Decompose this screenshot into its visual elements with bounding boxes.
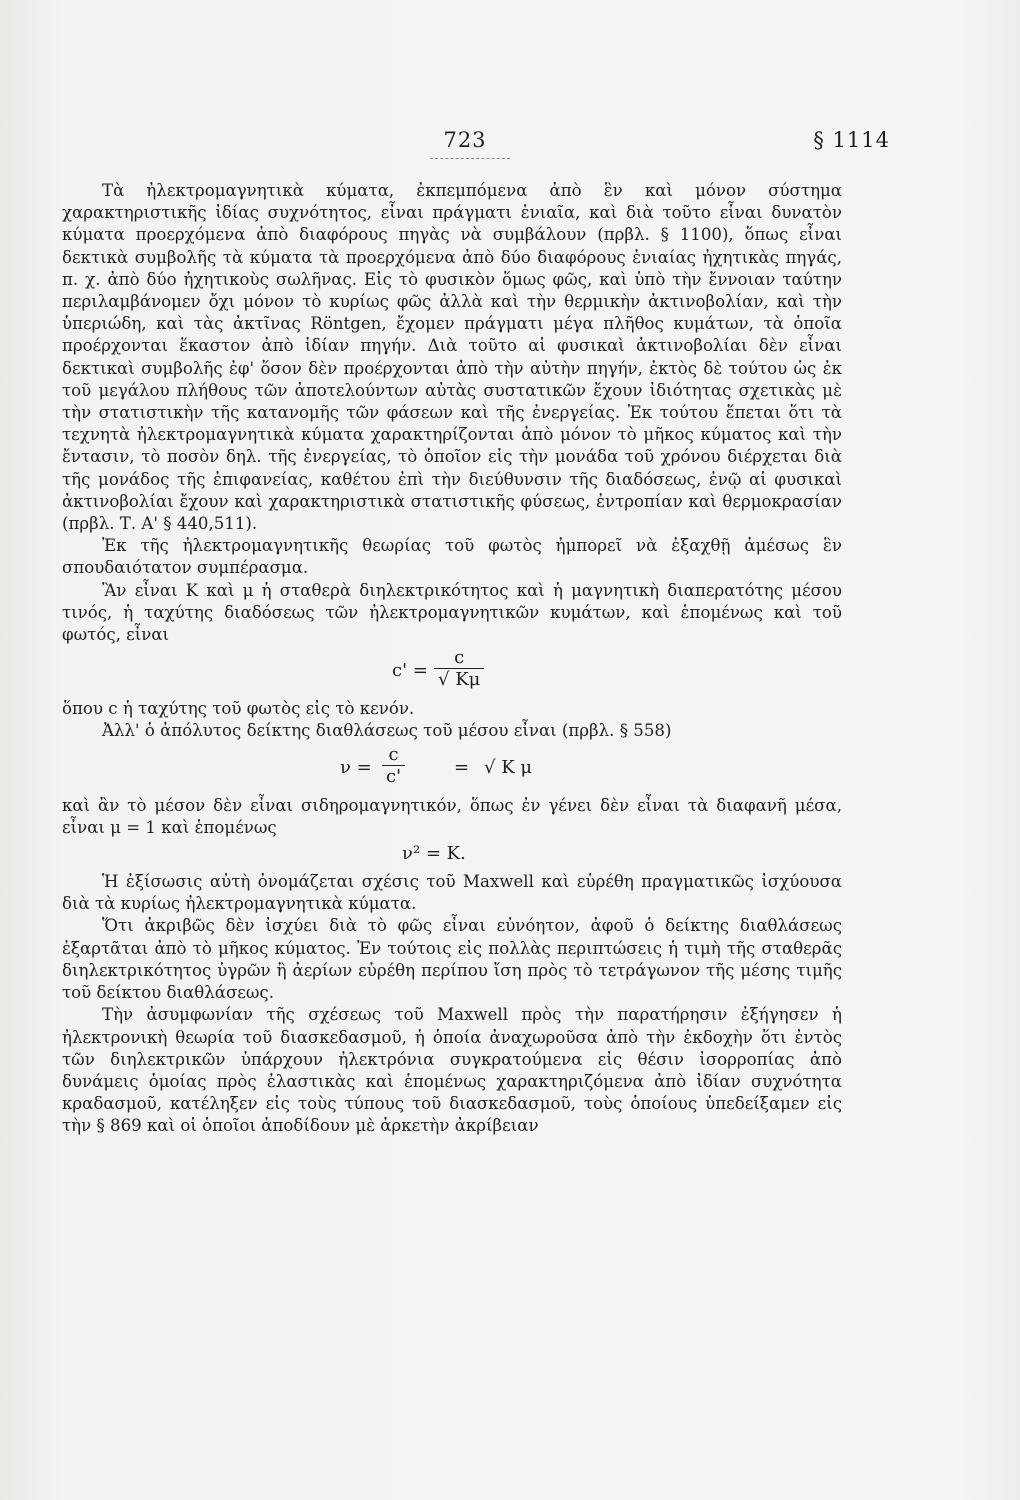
paragraph-1: Τὰ ἠλεκτρομαγνητικὰ κύματα, ἐκπεμπόμενα ἀπὸ ἓν καὶ μόνον σύστημα χαρακτηριστικῆς ἰδίας συχνότητος, εἶναι πράγματι ἑνιαῖα, καὶ διὰ τοῦτο εἶναι δυνατὸν κύματα προερχόμενα ἀπὸ διαφόρους πηγὰς νὰ συμβάλουν (πρβλ. § 1100), ὅπως εἶναι δεκτικὰ συμβολῆς τὰ κύματα τὰ προερχόμενα ἀπὸ δύο διαφόρους ἑνιαίας ἠχητικὰς πηγάς, π. χ. ἀπὸ δύο ἠχητικοὺς σωλῆνας. Εἰς τὸ φυσικὸν ὅμως φῶς, καὶ ὑπὸ τὴν ἔννοιαν ταύτην περιλαμβάνομεν ὄχι μόνον τὸ κυρίως φῶς ἀλλὰ καὶ τὴν θερμικὴν ἀκτινοβολίαν, καὶ τὴν ὑπεριώδη, καὶ τὰς ἀκτῖνας Röntgen, ἔχομεν πράγματι μέγα πλῆθος κυμάτων, τὰ ὁποῖα προέρχονται ἕκαστον ἀπὸ ἰδίαν πηγήν. Διὰ τοῦτο αἱ φυσικαὶ ἀκτινοβολίαι δὲν εἶναι δεκτικαὶ συμβολῆς ἐφ' ὅσον δὲν προέρχονται ἀπὸ τὴν αὐτὴν πηγήν, ἐκτὸς δὲ τούτου ὡς ἐκ τοῦ μεγάλου πλήθους τῶν ἀποτελούντων αὐτὰς συστατικῶν ἔχουν ἰδιότητας σχετικὰς μὲ τὴν στατιστικὴν τῆς κατανομῆς τῶν φάσεων καὶ τῆς ἐνεργείας. Ἐκ τούτου ἕπεται ὅτι τὰ τεχνητὰ ἠλεκτρομαγνητικὰ κύματα χαρακτηρίζονται ἀπὸ μόνον τὸ μῆκος κύματος καὶ τὴν ἔντασιν, τὸ ποσὸν δηλ. τῆς ἐνεργείας, τὸ ὁποῖον εἰς τὴν μονάδα τοῦ χρόνου διέρχεται διὰ τῆς μονάδος τῆς ἐπιφανείας, καθέτου ἐπὶ τὴν διεύθυνσιν τῆς διαδόσεως, ἐνῷ αἱ φυσικαὶ ἀκτινοβολίαι ἔχουν καὶ χαρακτηριστικὰ στατιστικῆς φύσεως, ἐντροπίαν καὶ θερμοκρασίαν (πρβλ. Τ. Α' § 440,511). [62,181,842,534]
equation-1-denominator: √ Κμ [438,669,481,691]
equation-2 [62,745,842,791]
paragraph-9: Τὴν ἀσυμφωνίαν τῆς σχέσεως τοῦ Maxwell πρὸς τὴν παρατήρησιν ἐξήγησεν ἡ ἠλεκτρονικὴ θεωρία τοῦ διασκεδασμοῦ, ἡ ὁποία ἀναχωροῦσα ἀπὸ τὴν ἐκδοχὴν ὅτι ἐντὸς τῶν διηλεκτρικῶν ὑπάρχουν ἠλεκτρόνια συγκρατούμενα εἰς θέσιν ἰσορροπίας ἀπὸ δυνάμεις ὁμοίας πρὸς ἐλαστικὰς καὶ ἑπομένως χαρακτηριζόμενα ἀπὸ ἰδίαν συχνότητα κραδασμοῦ, κατέληξεν εἰς τοὺς τύπους τοῦ διασκεδασμοῦ, τοὺς ὁποίους ὑπεδείξαμεν εἰς τὴν § 869 καὶ οἱ ὁποῖοι ἀποδίδουν μὲ ἀρκετὴν ἀκρίβειαν [62,1005,842,1136]
equation-2-equals: = [454,756,470,778]
page-number-underline [430,158,510,159]
equation-2-fraction [382,745,405,788]
equation-3 [62,841,842,867]
paragraph-4: ὅπου c ἡ ταχύτης τοῦ φωτὸς εἰς τὸ κενόν. [62,699,415,719]
equation-1-numerator: c [434,648,484,669]
paragraph-7: Ἡ ἐξίσωσις αὐτὴ ὀνομάζεται σχέσις τοῦ Maxwell καὶ εὑρέθη πραγματικῶς ἰσχύουσα διὰ τὰ κυρίως ἠλεκτρομαγνητικὰ κύματα. [62,872,842,914]
equation-2-lhs: ν = [340,756,372,778]
paragraph-8: Ὅτι ἀκριβῶς δὲν ἰσχύει διὰ τὸ φῶς εἶναι εὐνόητον, ἀφοῦ ὁ δείκτης διαθλάσεως ἐξαρτᾶται ἀπὸ τὸ μῆκος κύματος. Ἐν τούτοις εἰς πολλὰς περιπτώσεις ἡ τιμὴ τῆς σταθερᾶς διηλεκτρικότητος ὑγρῶν ἢ ἀερίων εὑρέθη περίπου ἴση πρὸς τὸ τετράγωνον τῆς μέσης τιμῆς τοῦ δείκτου διαθλάσεως. [62,916,842,1003]
section-reference: § 1114 [813,128,890,152]
page-number: 723 [443,128,487,152]
equation-1 [62,648,842,694]
equation-2-rhs: √ Κ μ [484,756,533,778]
equation-3-text: ν² = Κ. [402,843,466,865]
equation-1-lhs: c' = [392,660,428,682]
equation-1-fraction [434,648,484,691]
page-header [0,128,1020,168]
paragraph-6: καὶ ἂν τὸ μέσον δὲν εἶναι σιδηρομαγνητικόν, ὅπως ἐν γένει δὲν εἶναι τὰ διαφανῆ μέσα, εἶναι μ = 1 καὶ ἑπομένως [62,795,842,837]
equation-2-numerator: c [382,745,405,766]
page-body [62,180,842,1138]
equation-2-denominator: c' [386,765,402,787]
paragraph-2: Ἐκ τῆς ἠλεκτρομαγνητικῆς θεωρίας τοῦ φωτὸς ἠμπορεῖ νὰ ἐξαχθῇ ἀμέσως ἓν σπουδαιότατον συμπέρασμα. [62,536,842,578]
paragraph-3: Ἂν εἶναι Κ καὶ μ ἡ σταθερὰ διηλεκτρικότητος καὶ ἡ μαγνητικὴ διαπερατότης μέσου τινός, ἡ ταχύτης διαδόσεως τῶν ἠλεκτρομαγνητικῶν κυμάτων, καὶ ἑπομένως καὶ τοῦ φωτός, εἶναι [62,580,842,645]
paragraph-5: Ἀλλ' ὁ ἀπόλυτος δείκτης διαθλάσεως τοῦ μέσου εἶναι (πρβλ. § 558) [102,721,672,741]
